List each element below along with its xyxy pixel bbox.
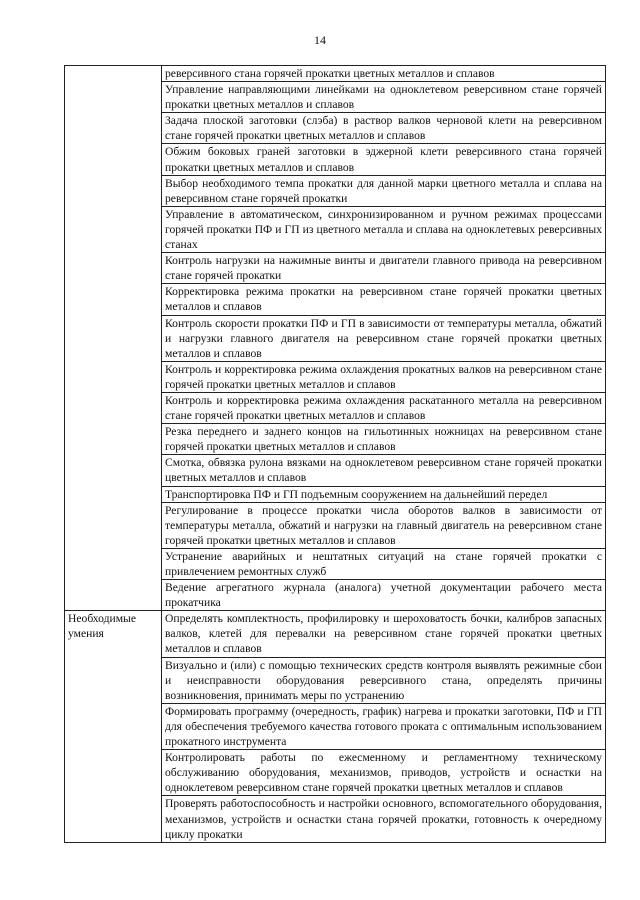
- requirement-item: Контроль нагрузки на нажимные винты и двигатели главного привода на реверсивном стане горячей прокатки: [162, 253, 606, 284]
- requirement-item: Обжим боковых граней заготовки в эджерной клети реверсивного стана горячей прокатки цветных металлов и сплавов: [162, 144, 606, 175]
- requirement-item: Контролировать работы по ежесменному и регламентному техническому обслуживанию оборудования, механизмов, приводов, устройств и оснастки на одноклетевом реверсивном стане горячей прокатки цветных металлов и сплавов: [162, 750, 606, 796]
- requirements-table: [64, 65, 606, 843]
- requirement-item: Контроль и корректировка режима охлаждения раскатанного металла на реверсивном стане горячей прокатки цветных металлов и сплавов: [162, 392, 606, 423]
- requirement-item: Резка переднего и заднего концов на гильотинных ножницах на реверсивном стане горячей прокатки цветных металлов и сплавов: [162, 424, 606, 455]
- requirement-item: Определять комплектность, профилировку и шероховатость бочки, калибров запасных валков, клетей для перевалки на реверсивном стане горячей прокатки цветных металлов и сплавов: [162, 611, 606, 657]
- requirement-item: Контроль и корректировка режима охлаждения прокатных валков на реверсивном стане горячей прокатки цветных металлов и сплавов: [162, 361, 606, 392]
- requirement-item: Выбор необходимого темпа прокатки для данной марки цветного металла и сплава на реверсивном стане горячей прокатки: [162, 175, 606, 206]
- requirement-item: Корректировка режима прокатки на реверсивном стане горячей прокатки цветных металлов и сплавов: [162, 284, 606, 315]
- table-row: [65, 66, 606, 82]
- section-label: [65, 66, 162, 611]
- requirement-item: Управление в автоматическом, синхронизированном и ручном режимах процессами горячей прокатки ПФ и ГП из цветного металла и сплава на одноклетевых реверсивных станах: [162, 206, 606, 252]
- requirement-item: реверсивного стана горячей прокатки цветных металлов и сплавов: [162, 66, 606, 82]
- section-label: Необходимые умения: [65, 611, 162, 842]
- table-body: [65, 66, 606, 843]
- requirement-item: Смотка, обвязка рулона вязками на одноклетевом реверсивном стане горячей прокатки цветных металлов и сплавов: [162, 455, 606, 486]
- requirement-item: Контроль скорости прокатки ПФ и ГП в зависимости от температуры металла, обжатий и нагрузки главного двигателя на реверсивном стане горячей прокатки цветных металлов и сплавов: [162, 315, 606, 361]
- requirement-item: Визуально и (или) с помощью технических средств контроля выявлять режимные сбои и неисправности оборудования реверсивного стана, определять причины возникновения, принимать меры по устранению: [162, 657, 606, 703]
- page-number: 14: [314, 33, 326, 47]
- requirement-item: Устранение аварийных и нештатных ситуаций на стане горячей прокатки с привлечением ремонтных служб: [162, 548, 606, 579]
- requirement-item: Управление направляющими линейками на одноклетевом реверсивном стане горячей прокатки цветных металлов и сплавов: [162, 82, 606, 113]
- requirement-item: Ведение агрегатного журнала (аналога) учетной документации рабочего места прокатчика: [162, 580, 606, 611]
- requirement-item: Задача плоской заготовки (слэба) в раствор валков черновой клети на реверсивном стане горячей прокатки цветных металлов и сплавов: [162, 113, 606, 144]
- requirement-item: Транспортировка ПФ и ГП подъемным сооружением на дальнейший передел: [162, 486, 606, 502]
- table-row: [65, 611, 606, 657]
- requirement-item: Проверять работоспособность и настройки основного, вспомогательного оборудования, механизмов, устройств и оснастки стана горячей прокатки, готовность к очередному циклу прокатки: [162, 796, 606, 842]
- requirement-item: Формировать программу (очередность, график) нагрева и прокатки заготовки, ПФ и ГП для обеспечения требуемого качества готового проката с оптимальным использованием прокатного инструмента: [162, 703, 606, 749]
- requirement-item: Регулирование в процессе прокатки числа оборотов валков в зависимости от температуры металла, обжатий и нагрузки на главный двигатель на реверсивном стане горячей прокатки цветных металлов и сплавов: [162, 502, 606, 548]
